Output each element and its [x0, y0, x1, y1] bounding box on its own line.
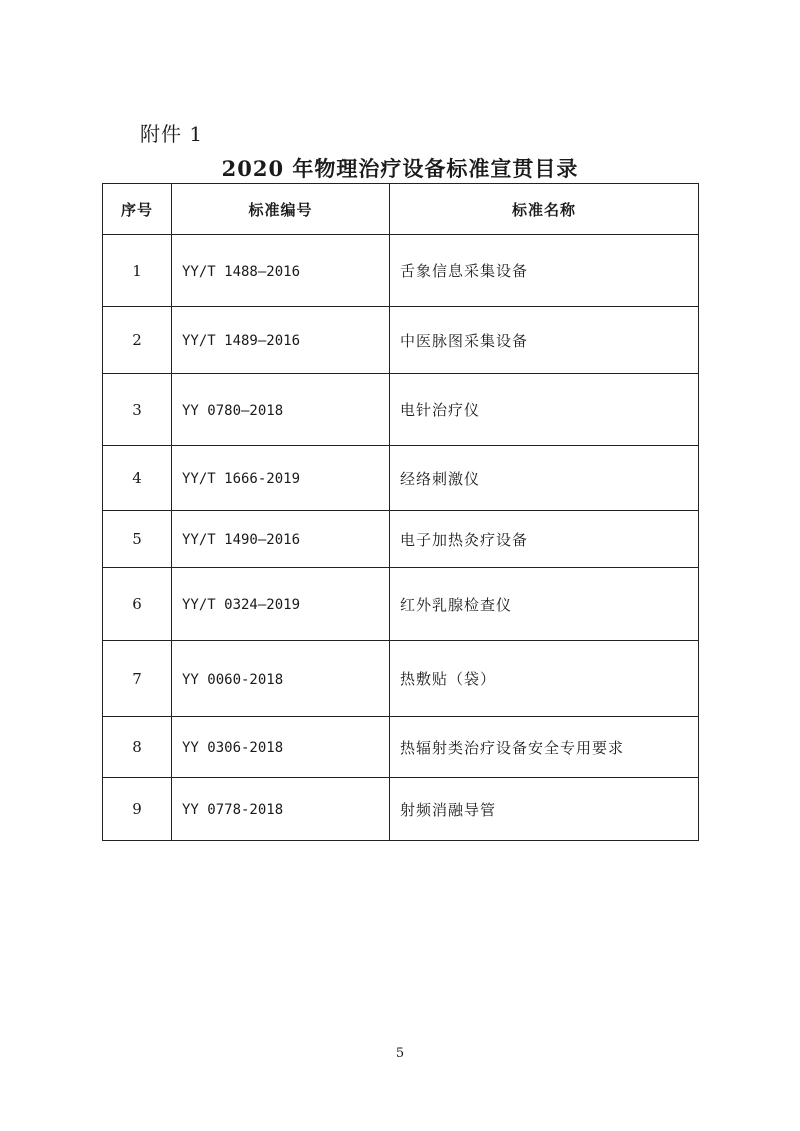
row-standard-code	[172, 717, 390, 778]
standards-table	[102, 183, 699, 841]
table-row	[103, 511, 699, 568]
row-standard-name: 舌象信息采集设备	[390, 235, 699, 307]
row-standard-code	[172, 511, 390, 568]
table-header-row	[103, 184, 699, 235]
row-standard-name: 电子加热灸疗设备	[390, 511, 699, 568]
header-standard-name: 标准名称	[390, 184, 699, 235]
table-row	[103, 717, 699, 778]
header-serial-number: 序号	[103, 184, 172, 235]
row-serial-number: 7	[103, 641, 172, 717]
row-standard-name: 射频消融导管	[390, 778, 699, 841]
row-standard-code	[172, 307, 390, 374]
row-standard-name: 热敷贴（袋）	[390, 641, 699, 717]
standard-code-text: YY 0778-2018	[182, 802, 284, 818]
page-title: 2020 年物理治疗设备标准宣贯目录	[221, 156, 579, 181]
row-standard-code	[172, 568, 390, 641]
standard-code-text: YY 0780—2018	[182, 402, 284, 419]
row-standard-code	[172, 235, 390, 307]
standard-code-text: YY 0060-2018	[182, 671, 284, 688]
row-standard-name: 经络刺激仪	[390, 446, 699, 511]
table-row	[103, 778, 699, 841]
table-row	[103, 307, 699, 374]
row-standard-name: 红外乳腺检查仪	[390, 568, 699, 641]
row-serial-number: 6	[103, 568, 172, 641]
row-serial-number: 9	[103, 778, 172, 841]
row-serial-number: 4	[103, 446, 172, 511]
header-standard-code: 标准编号	[172, 184, 390, 235]
row-standard-code	[172, 778, 390, 841]
attachment-label: 附件 1	[140, 122, 204, 146]
standard-code-text: YY/T 1489—2016	[182, 333, 301, 349]
table-row	[103, 446, 699, 511]
row-standard-code	[172, 374, 390, 446]
row-serial-number: 3	[103, 374, 172, 446]
table-row	[103, 374, 699, 446]
table-row	[103, 235, 699, 307]
standard-code-text: YY/T 1490—2016	[182, 532, 301, 548]
row-serial-number: 2	[103, 307, 172, 374]
row-serial-number: 8	[103, 717, 172, 778]
row-standard-name: 热辐射类治疗设备安全专用要求	[390, 717, 699, 778]
standard-code-text: YY/T 1488—2016	[182, 263, 301, 280]
row-standard-code	[172, 641, 390, 717]
page-number: 5	[395, 1046, 405, 1061]
row-standard-code	[172, 446, 390, 511]
row-standard-name: 电针治疗仪	[390, 374, 699, 446]
standard-code-text: YY 0306-2018	[182, 740, 284, 756]
row-serial-number: 5	[103, 511, 172, 568]
table-row	[103, 641, 699, 717]
row-serial-number: 1	[103, 235, 172, 307]
standard-code-text: YY/T 1666-2019	[182, 471, 301, 487]
standard-code-text: YY/T 0324—2019	[182, 597, 301, 613]
table-row	[103, 568, 699, 641]
row-standard-name: 中医脉图采集设备	[390, 307, 699, 374]
